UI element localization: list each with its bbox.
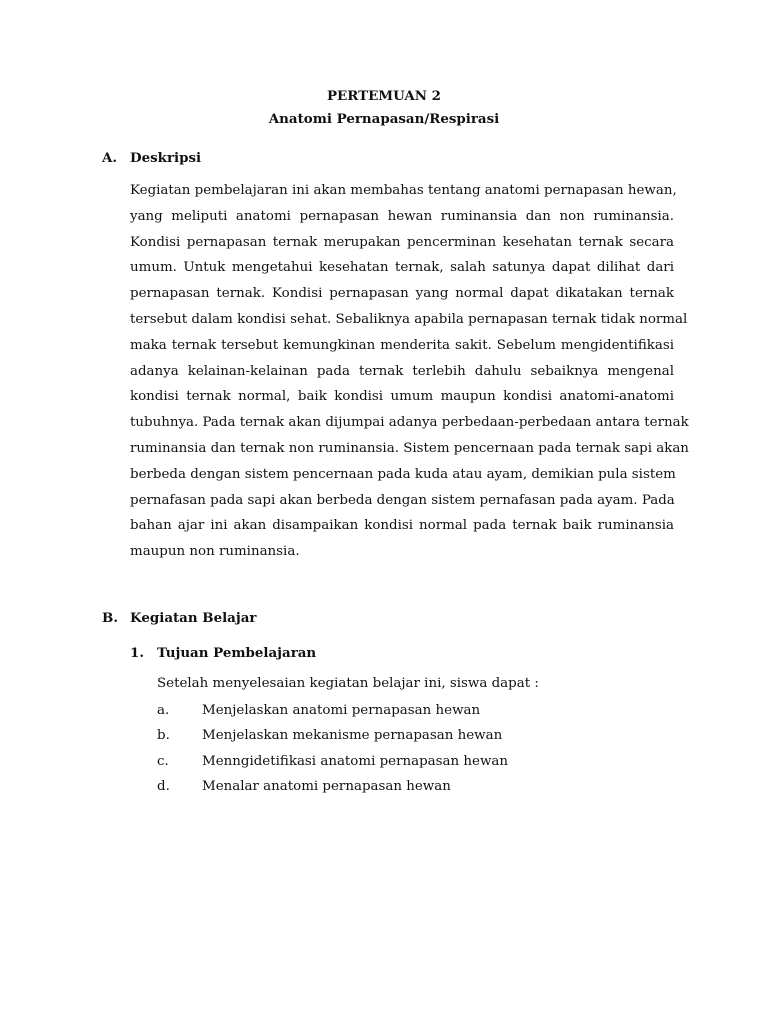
section-a-title: Deskripsi: [130, 150, 202, 166]
section-b-marker: B.: [102, 610, 118, 626]
section-a-marker: A.: [102, 150, 118, 166]
paragraph-line: umum. Untuk mengetahui kesehatan ternak, salah satunya dapat dilihat dari: [130, 260, 674, 276]
objective-text: Menjelaskan anatomi pernapasan hewan: [202, 703, 481, 718]
paragraph-line: berbeda dengan sistem pencernaan pada kuda atau ayam, demikian pula sistem: [130, 466, 676, 482]
paragraph-line: Kegiatan pembelajaran ini akan membahas tentang anatomi pernapasan hewan,: [130, 183, 677, 198]
objective-text: Menjelaskan mekanisme pernapasan hewan: [202, 728, 503, 743]
objective-item: [157, 753, 508, 771]
objective-item: [157, 702, 480, 720]
paragraph-line: yang meliputi anatomi pernapasan hewan ruminansia dan non ruminansia.: [130, 208, 674, 224]
meeting-label: PERTEMUAN 2: [326, 88, 442, 104]
objective-item: [157, 778, 451, 796]
objective-marker: a.: [157, 703, 170, 718]
section-b-heading: [102, 609, 256, 627]
objectives-intro: Setelah menyelesaian kegiatan belajar ini, siswa dapat :: [157, 676, 539, 691]
section-a-heading: [102, 149, 201, 167]
objective-text: Menngidetifikasi anatomi pernapasan hewan: [202, 754, 509, 769]
paragraph-line: kondisi ternak normal, baik kondisi umum maupun kondisi anatomi-anatomi: [130, 389, 674, 405]
paragraph-line: bahan ajar ini akan disampaikan kondisi normal pada ternak baik ruminansia: [130, 518, 674, 534]
paragraph-line: tersebut dalam kondisi sehat. Sebaliknya apabila pernapasan ternak tidak normal: [130, 311, 688, 327]
section-b-title: Kegiatan Belajar: [130, 610, 257, 626]
paragraph-line: pernafasan pada sapi akan berbeda dengan sistem pernafasan pada ayam. Pada: [130, 492, 675, 508]
description-paragraph: [130, 182, 689, 569]
paragraph-line: adanya kelainan-kelainan pada ternak terlebih dahulu sebaiknya mengenal: [130, 363, 674, 379]
objective-marker: c.: [157, 754, 169, 769]
objective-marker: b.: [157, 728, 170, 743]
paragraph-line: maka ternak tersebut kemungkinan menderita sakit. Sebelum mengidentifikasi: [130, 337, 674, 353]
objective-marker: d.: [157, 779, 170, 794]
paragraph-line: maupun non ruminansia.: [130, 544, 300, 560]
paragraph-line: ruminansia dan ternak non ruminansia. Sistem pencernaan pada ternak sapi akan: [130, 440, 689, 456]
subsection-1-heading: [130, 644, 316, 662]
objective-item: [157, 727, 502, 745]
document-title: Anatomi Pernapasan/Respirasi: [268, 111, 500, 127]
subsection-1-marker: 1.: [130, 645, 144, 661]
objective-text: Menalar anatomi pernapasan hewan: [202, 779, 451, 794]
paragraph-line: Kondisi pernapasan ternak merupakan pencerminan kesehatan ternak secara: [130, 234, 674, 250]
subsection-1-title: Tujuan Pembelajaran: [157, 645, 317, 661]
paragraph-line: pernapasan ternak. Kondisi pernapasan yang normal dapat dikatakan ternak: [130, 286, 674, 302]
paragraph-line: tubuhnya. Pada ternak akan dijumpai adanya perbedaan-perbedaan antara ternak: [130, 415, 689, 431]
